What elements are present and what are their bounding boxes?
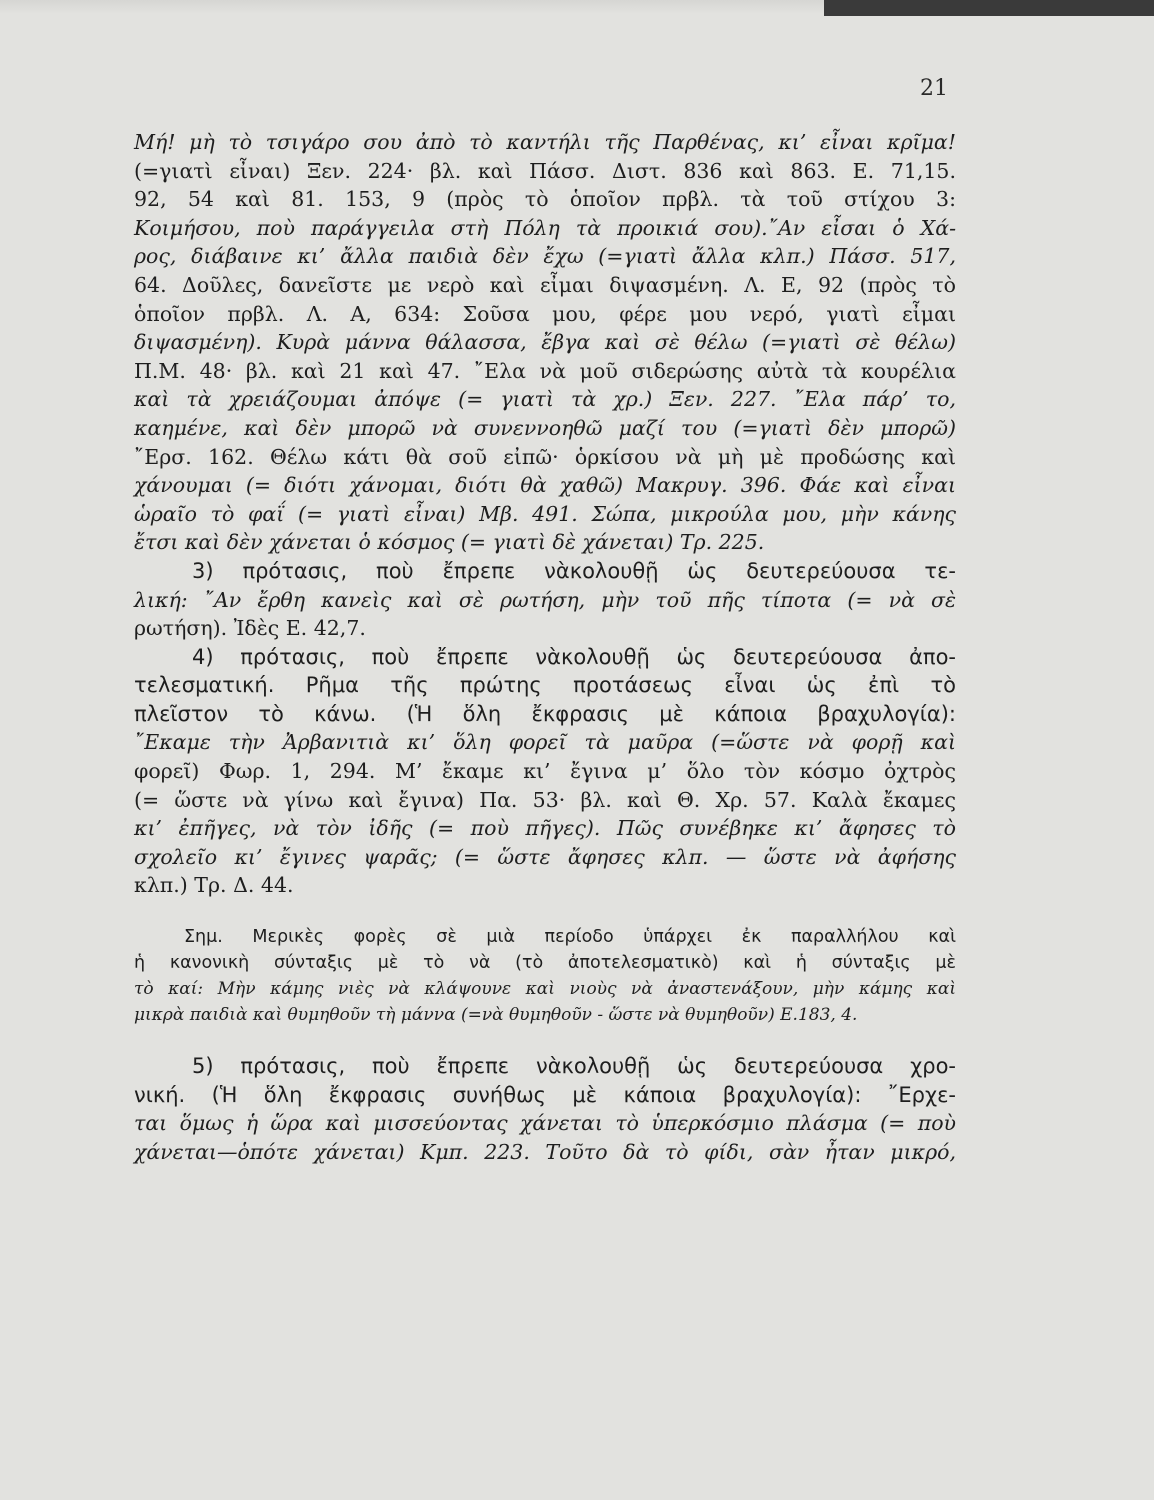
note-block [134,924,956,1028]
text-line: μικρὰ παιδιὰ καὶ θυμηθοῦν τὴ μάννα (=νὰ θυμηθοῦν - ὥστε νὰ θυμηθοῦν) Ε.183, 4. [134,1005,858,1026]
text-line: Σημ. Μερικὲς φορὲς σὲ μιὰ περίοδο ὑπάρχει ἐκ παραλλήλου καὶ [184,927,956,948]
text-line: (= ὥστε νὰ γίνω καὶ ἔγινα) Πα. 53· βλ. καὶ Θ. Χρ. 57. Καλὰ ἔκαμες [134,787,956,812]
text-line: σχολεῖο κι’ ἔγινες ψαρᾶς; (= ὥστε ἄφησες κλπ. — ὥστε νὰ ἀφήσης [134,844,956,869]
text-line: καὶ τὰ χρειάζουμαι ἀπόψε (= γιατὶ τὰ χρ.) Ξεν. 227. ῎Ελα πάρ’ το, [134,387,956,412]
text-line: ται ὅμως ἡ ὥρα καὶ μισσεύοντας χάνεται τὸ ὑπερκόσμιο πλάσμα (= ποὺ [134,1111,956,1136]
text-line: φορεῖ) Φωρ. 1, 294. Μ’ ἔκαμε κι’ ἔγινα μ’ ὅλο τὸν κόσμο ὀχτρὸς [134,759,956,784]
spacer [134,1028,956,1052]
text-line: ῎Εκαμε τὴν Ἀρβανιτιὰ κι’ ὅλη φορεῖ τὰ μαῦρα (=ὥστε νὰ φορῇ καὶ [134,730,956,755]
scan-dark-corner [824,0,1154,16]
text-line: καημένε, καὶ δὲν μπορῶ νὰ συνεννοηθῶ μαζί του (=γιατὶ δὲν μπορῶ) [134,415,956,440]
text-line: ῎Ερσ. 162. Θέλω κάτι θὰ σοῦ εἰπῶ· ὁρκίσου νὰ μὴ μὲ προδώσης καὶ [134,444,956,469]
text-line: λική: ῎Αν ἔρθη κανεὶς καὶ σὲ ρωτήση, μὴν τοῦ πῆς τίποτα (= νὰ σὲ [134,587,956,612]
text-line: Π.Μ. 48· βλ. καὶ 21 καὶ 47. ῎Ελα νὰ μοῦ σιδερώσης αὐτὰ τὰ κουρέλια [134,358,956,383]
main-text-block [134,128,956,900]
text-line: νική. (Ἡ ὅλη ἔκφρασις συνήθως μὲ κάποια βραχυλογία): ῎Ερχε- [134,1082,956,1107]
spacer [134,900,956,924]
page-body [134,128,956,1166]
text-line: κλπ.) Τρ. Δ. 44. [134,873,294,898]
text-line: (=γιατὶ εἶναι) Ξεν. 224· βλ. καὶ Πάσσ. Διστ. 836 καὶ 863. Ε. 71,15. [134,158,956,183]
text-line: ἔτσι καὶ δὲν χάνεται ὁ κόσμος (= γιατὶ δὲ χάνεται) Τρ. 225. [134,530,765,555]
text-line: κι’ ἐπῆγες, νὰ τὸν ἰδῆς (= ποὺ πῆγες). Πῶς συνέβηκε κι’ ἄφησες τὸ [134,816,956,841]
text-line: 5) πρότασις, ποὺ ἔπρεπε νὰκολουθῇ ὡς δευτερεύουσα χρο- [192,1054,956,1079]
text-line: ρωτήση). Ἰδὲς Ε. 42,7. [134,616,366,641]
text-line: ὡραῖο τὸ φαΐ (= γιατὶ εἶναι) Μβ. 491. Σώπα, μικρούλα μου, μὴν κάνης [134,501,956,526]
text-line: χάνουμαι (= διότι χάνομαι, διότι θὰ χαθῶ) Μακρυγ. 396. Φάε καὶ εἶναι [134,473,956,498]
text-line: διψασμένη). Κυρὰ μάννα θάλασσα, ἔβγα καὶ σὲ θέλω (=γιατὶ σὲ θέλω) [134,330,956,355]
text-line: 3) πρότασις, ποὺ ἔπρεπε νὰκολουθῇ ὡς δευτερεύουσα τε- [192,558,956,583]
text-line: 92, 54 καὶ 81. 153, 9 (πρὸς τὸ ὁποῖον πρβλ. τὰ τοῦ στίχου 3: [134,187,956,212]
text-line: ἡ κανονικὴ σύνταξις μὲ τὸ νὰ (τὸ ἀποτελεσματικὸ) καὶ ἡ σύνταξις μὲ [134,953,956,974]
text-line: 64. Δοῦλες, δανεῖστε με νερὸ καὶ εἶμαι διψασμένη. Λ. Ε, 92 (πρὸς τὸ [134,272,956,297]
text-line: 4) πρότασις, ποὺ ἔπρεπε νὰκολουθῇ ὡς δευτερεύουσα ἀπο- [192,644,956,669]
tail-text-block [134,1052,956,1166]
page-number: 21 [920,76,948,101]
text-line: Μή! μὴ τὸ τσιγάρο σου ἀπὸ τὸ καντήλι τῆς Παρθένας, κι’ εἶναι κρῖμα! [134,130,956,154]
text-line: ὁποῖον πρβλ. Λ. Α, 634: Σοῦσα μου, φέρε μου νερό, γιατὶ εἶμαι [134,301,956,326]
text-line: Κοιμήσου, ποὺ παράγγειλα στὴ Πόλη τὰ προικιά σου).῎Αν εἶσαι ὁ Χά- [134,215,956,240]
text-line: τὸ καί: Μὴν κάμης νιὲς νὰ κλάψουνε καὶ νιοὺς νὰ ἀναστενάξουν, μὴν κάμης καὶ [134,979,956,1000]
text-line: χάνεται—ὁπότε χάνεται) Κμπ. 223. Τοῦτο δὰ τὸ φίδι, σὰν ἦταν μικρό, [134,1139,956,1164]
text-line: ρος, διάβαινε κι’ ἄλλα παιδιὰ δὲν ἔχω (=γιατὶ ἄλλα κλπ.) Πάσσ. 517, [134,244,956,269]
text-line: πλεῖστον τὸ κάνω. (Ἡ ὅλη ἔκφρασις μὲ κάποια βραχυλογία): [134,701,956,726]
text-line: τελεσματική. Ρῆμα τῆς πρώτης προτάσεως εἶναι ὡς ἐπὶ τὸ [134,673,956,698]
